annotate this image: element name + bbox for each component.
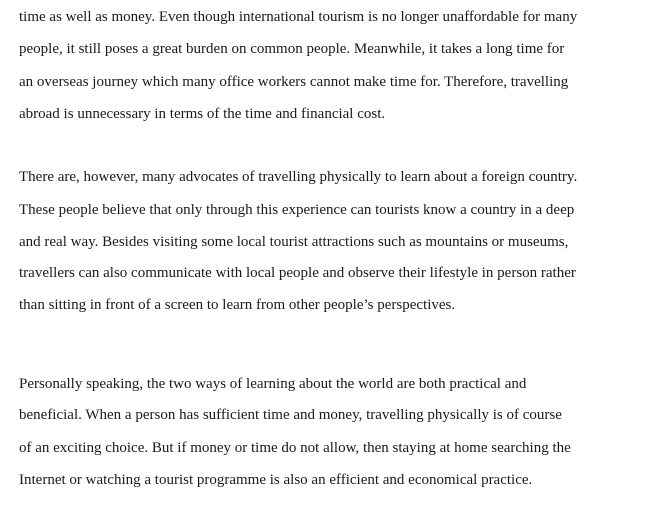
- text-line: an overseas journey which many office workers cannot make time for. Therefore, travelling: [19, 74, 569, 90]
- text-line: These people believe that only through this experience can tourists know a country in a deep: [19, 202, 575, 218]
- text-line: travellers can also communicate with local people and observe their lifestyle in person rather: [19, 265, 576, 281]
- text-line: Personally speaking, the two ways of learning about the world are both practical and: [19, 376, 527, 392]
- text-line: people, it still poses a great burden on common people. Meanwhile, it takes a long time for: [19, 41, 565, 57]
- text-line: of an exciting choice. But if money or time do not allow, then staying at home searching the: [19, 440, 571, 456]
- text-line: time as well as money. Even though international tourism is no longer unaffordable for many: [19, 9, 578, 25]
- text-line: and real way. Besides visiting some local tourist attractions such as mountains or museums,: [19, 234, 569, 250]
- text-line: beneficial. When a person has sufficient time and money, travelling physically is of course: [19, 407, 562, 423]
- text-line: There are, however, many advocates of travelling physically to learn about a foreign country.: [19, 169, 578, 185]
- text-line: Internet or watching a tourist programme is also an efficient and economical practice.: [19, 472, 533, 488]
- text-line: than sitting in front of a screen to learn from other people’s perspectives.: [19, 297, 456, 313]
- text-line: abroad is unnecessary in terms of the time and financial cost.: [19, 106, 386, 122]
